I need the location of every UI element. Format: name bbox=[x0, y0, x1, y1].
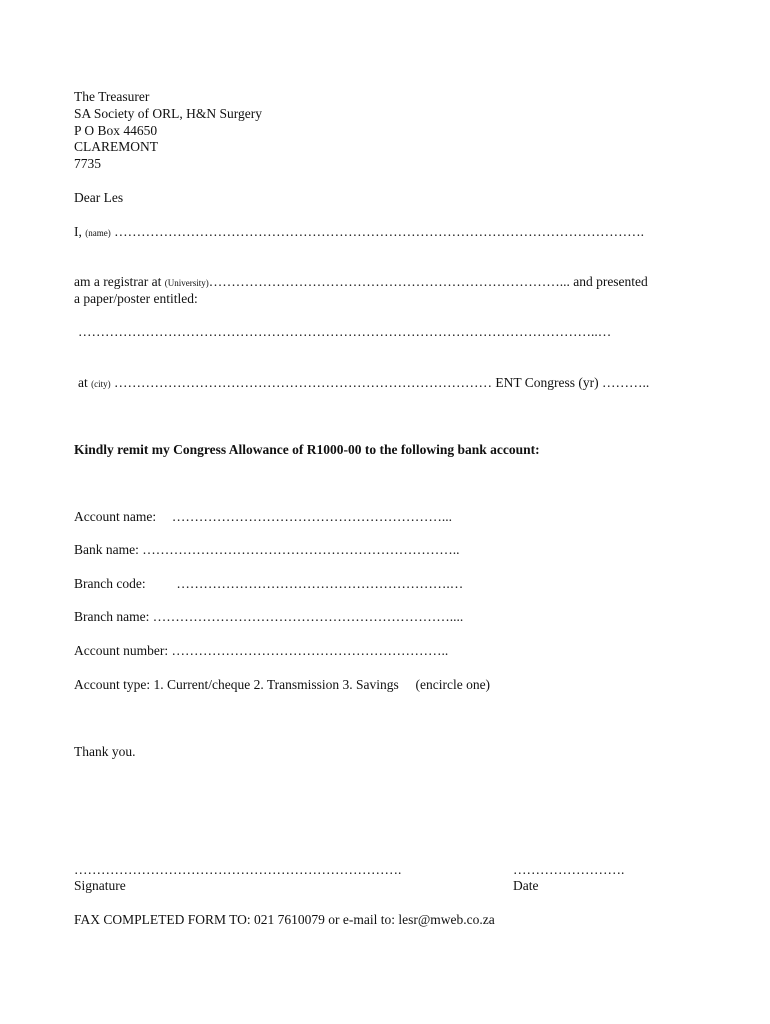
address-line-4: CLAREMONT bbox=[74, 139, 158, 154]
bank-name-label: Bank name: bbox=[74, 542, 139, 557]
name-prefix: I, bbox=[74, 224, 82, 239]
account-type-label: Account type: bbox=[74, 677, 151, 692]
account-name-field[interactable]: ……………………………………………………... bbox=[171, 509, 452, 524]
university-hint: (University) bbox=[164, 278, 209, 288]
account-type-note: (encircle one) bbox=[415, 677, 491, 692]
signature-label: Signature bbox=[74, 878, 126, 893]
city-hint: (city) bbox=[91, 379, 111, 389]
registrar-prefix: am a registrar at bbox=[74, 274, 162, 289]
date-label: Date bbox=[513, 878, 539, 893]
address-line-1: The Treasurer bbox=[74, 89, 150, 104]
congress-label: ENT Congress (yr) bbox=[495, 375, 599, 390]
account-type-options[interactable]: 1. Current/cheque 2. Transmission 3. Savings bbox=[153, 677, 399, 692]
paper-line: a paper/poster entitled: bbox=[74, 291, 198, 306]
account-number-label: Account number: bbox=[74, 643, 169, 658]
account-number-row bbox=[74, 642, 448, 659]
name-hint: (name) bbox=[85, 228, 111, 238]
branch-code-row bbox=[74, 575, 463, 592]
bank-name-row bbox=[74, 541, 459, 558]
city-line bbox=[78, 374, 649, 393]
year-field[interactable]: ……….. bbox=[601, 375, 650, 390]
account-name-row bbox=[74, 508, 452, 525]
address-line-5: 7735 bbox=[74, 156, 101, 171]
address-line-3: P O Box 44650 bbox=[74, 123, 158, 138]
closing: Thank you. bbox=[74, 744, 136, 759]
fax-instructions: FAX COMPLETED FORM TO: 021 7610079 or e-mail to: lesr@mweb.co.za bbox=[74, 912, 495, 927]
account-number-field[interactable]: …………………………………………………….. bbox=[171, 643, 449, 658]
date-field[interactable]: ……………………. bbox=[513, 862, 625, 877]
branch-name-row bbox=[74, 608, 463, 625]
branch-code-field[interactable]: …………………………………………………….… bbox=[176, 576, 464, 591]
remit-heading: Kindly remit my Congress Allowance of R1000-00 to the following bank account: bbox=[74, 442, 540, 457]
city-field[interactable]: ………………………………………………………………………… bbox=[114, 375, 492, 390]
name-line bbox=[74, 223, 644, 242]
salutation: Dear Les bbox=[74, 190, 124, 205]
branch-code-label: Branch code: bbox=[74, 576, 146, 591]
account-name-label: Account name: bbox=[74, 509, 157, 524]
paper-title-field[interactable]: ……………………………………………………………………………………………………..… bbox=[78, 324, 612, 339]
bank-name-field[interactable]: …………………………………………………………….. bbox=[142, 542, 460, 557]
name-field[interactable]: ………………………………………………………………………………………………………. bbox=[114, 224, 644, 239]
registrar-suffix: . and presented bbox=[566, 274, 648, 289]
account-type-row bbox=[74, 676, 490, 693]
city-prefix: at bbox=[78, 375, 88, 390]
branch-name-label: Branch name: bbox=[74, 609, 150, 624]
address-line-2: SA Society of ORL, H&N Surgery bbox=[74, 106, 262, 121]
branch-name-field[interactable]: ………………………………………………………….... bbox=[152, 609, 464, 624]
university-field[interactable]: …………………………………………………………………….. bbox=[208, 274, 567, 289]
signature-field[interactable]: ………………………………………………………………. bbox=[74, 862, 402, 877]
